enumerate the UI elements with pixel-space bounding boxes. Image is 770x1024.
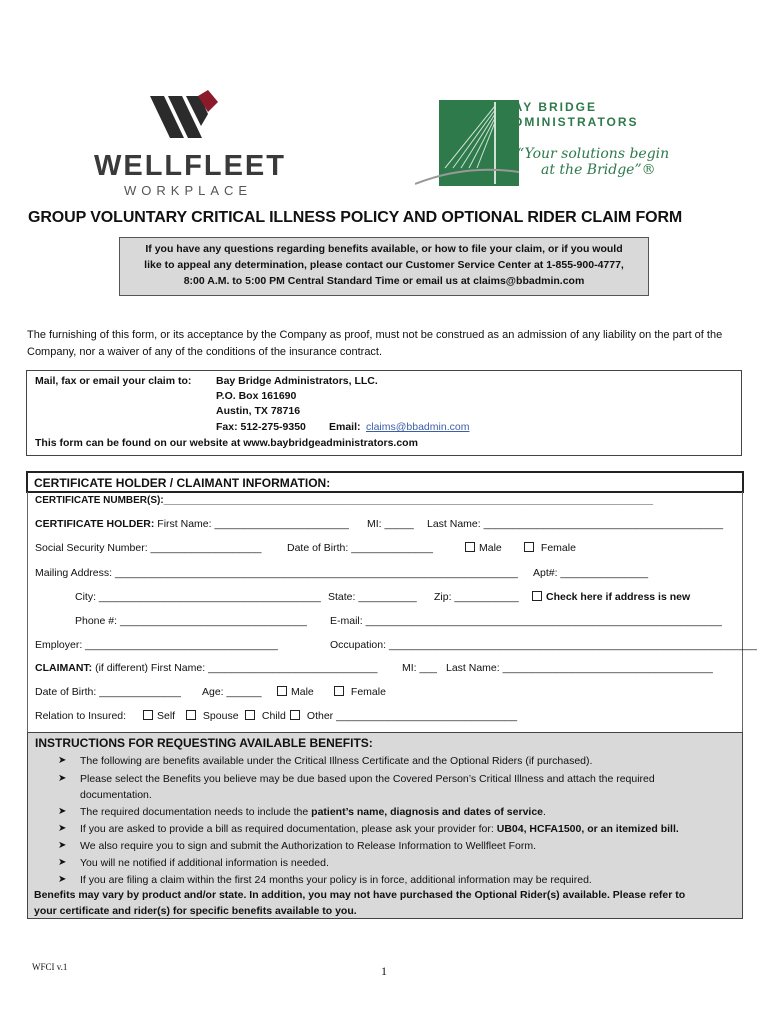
state-field[interactable]: State: __________ [328,591,417,603]
website-note: This form can be found on our website at www.baybridgeadministrators.com [35,437,418,449]
holder-label: CERTIFICATE HOLDER: [35,518,155,530]
baybridge-name-line1: BAY BRIDGE [503,100,598,114]
instruction-text: If you are asked to provide a bill as required documentation, please ask your provider for: [80,823,497,835]
holder-first-name-field[interactable]: First Name: _______________________ [154,518,349,530]
form-version: WFCI v.1 [32,962,68,972]
arrow-bullet-icon: ➤ [58,840,67,851]
arrow-bullet-icon: ➤ [58,755,67,766]
instructions-box [27,732,743,919]
checkbox-icon[interactable] [532,591,542,601]
mail-email-label: Email: [329,421,361,433]
instruction-text: We also require you to sign and submit the Authorization to Release Information to Wellfleet Form. [80,840,537,852]
child-label: Child [261,710,286,722]
holder-last-name-field[interactable]: Last Name: _________________________________________ [427,518,724,530]
mail-fax: Fax: 512-275-9350 [216,421,306,433]
claimant-dob-field[interactable]: Date of Birth: ______________ [35,686,181,698]
zip-field[interactable]: Zip: ___________ [434,591,519,603]
arrow-bullet-icon: ➤ [58,874,67,885]
checkbox-icon[interactable] [143,710,153,720]
holder-male-checkbox[interactable] [465,542,502,554]
mailing-address-field[interactable]: Mailing Address: _____________________________________________________________________ [35,567,518,579]
checkbox-icon[interactable] [334,686,344,696]
instruction-text: The required documentation needs to include the [80,806,312,818]
claimant-male-checkbox[interactable] [277,686,314,698]
relation-child-checkbox[interactable] [245,710,286,722]
mail-address-3: Austin, TX 78716 [216,405,301,417]
relation-self-checkbox[interactable] [143,710,175,722]
arrow-bullet-icon: ➤ [58,857,67,868]
self-label: Self [157,710,176,722]
instruction-text: documentation. [80,789,152,801]
arrow-bullet-icon: ➤ [58,823,67,834]
claimant-section [27,492,757,732]
instruction-text: The following are benefits available under the Critical Illness Certificate and the Optional Riders (if purchased). [80,755,593,767]
contact-line-1: If you have any questions regarding benefits available, or how to file your claim, or if you would [145,243,623,255]
wellfleet-subtitle: WORKPLACE [124,183,253,198]
contact-line-2: like to appeal any determination, please contact our Customer Service Center at 1-855-900-4777, [144,259,624,271]
city-field[interactable]: City: ______________________________________ [75,591,321,603]
phone-field[interactable]: Phone #: ________________________________ [75,615,307,627]
address-new-label: Check here if address is new [546,591,691,603]
holder-mi-field[interactable]: MI: _____ [367,518,414,530]
instruction-text: Please select the Benefits you believe may be due based upon the Covered Person’s Critical Illness and attach the required [80,773,655,785]
instruction-emphasis: UB04, HCFA1500, or an itemized bill. [496,823,679,835]
benefits-note-1: Benefits may vary by product and/or state. In addition, you may not have purchased the Optional Rider(s) available. Please refer to [34,889,686,901]
spouse-label: Spouse [202,710,239,722]
other-field[interactable]: Other _______________________________ [306,710,518,722]
arrow-bullet-icon: ➤ [58,773,67,784]
benefits-note-2: your certificate and rider(s) for specific benefits available to you. [34,905,357,917]
claimant-first-name-field[interactable]: (if different) First Name: _____________________________ [92,662,378,674]
form-title: GROUP VOLUNTARY CRITICAL ILLNESS POLICY AND OPTIONAL RIDER CLAIM FORM [28,209,683,226]
checkbox-icon[interactable] [290,710,300,720]
mail-label: Mail, fax or email your claim to: [35,375,192,387]
employer-field[interactable]: Employer: _________________________________ [35,639,278,651]
contact-info-box [119,237,649,296]
mailing-instructions-box [26,370,742,456]
female-label: Female [350,686,386,698]
occupation-field[interactable]: Occupation: _______________________________________________________________ [330,639,757,651]
instruction-text: . [543,806,546,818]
holder-row [35,518,349,530]
checkbox-icon[interactable] [465,542,475,552]
baybridge-tagline-1: “Your solutions begin [517,146,670,162]
male-label: Male [479,542,502,554]
checkbox-icon[interactable] [245,710,255,720]
instruction-text: If you are filing a claim within the first 24 months your policy is in force, additional information may be required. [80,874,592,886]
certificate-number-field[interactable]: CERTIFICATE NUMBER(S):________________________________________________________________________________________ [35,495,654,506]
instruction-emphasis: patient’s name, diagnosis and dates of service [311,806,544,818]
mail-email-link[interactable]: claims@bbadmin.com [366,421,470,433]
page-number: 1 [381,964,387,978]
baybridge-name-line2: ADMINISTRATORS [503,115,639,129]
claimant-mi-field[interactable]: MI: ___ [402,662,438,674]
male-label: Male [291,686,314,698]
claimant-female-checkbox[interactable] [334,686,386,698]
claimant-section-heading: CERTIFICATE HOLDER / CLAIMANT INFORMATION: [26,471,744,493]
email-field[interactable]: E-mail: _____________________________________________________________ [330,615,722,627]
baybridge-tagline-2: at the Bridge”® [541,162,656,178]
relation-other-checkbox[interactable] [290,710,517,722]
claimant-label: CLAIMANT: [35,662,93,674]
mail-address-2: P.O. Box 161690 [216,390,297,402]
ssn-field[interactable]: Social Security Number: ___________________ [35,542,262,554]
relation-label: Relation to Insured: [35,710,127,722]
checkbox-icon[interactable] [524,542,534,552]
apt-field[interactable]: Apt#: _______________ [533,567,649,579]
checkbox-icon[interactable] [277,686,287,696]
instruction-text: You will ne notified if additional information is needed. [80,857,329,869]
female-label: Female [540,542,576,554]
holder-female-checkbox[interactable] [524,542,576,554]
relation-spouse-checkbox[interactable] [186,710,239,722]
instructions-heading: INSTRUCTIONS FOR REQUESTING AVAILABLE BENEFITS: [35,736,373,750]
checkbox-icon[interactable] [186,710,196,720]
wellfleet-wordmark: WELLFLEET [94,150,286,182]
arrow-bullet-icon: ➤ [58,806,67,817]
claimant-last-name-field[interactable]: Last Name: ____________________________________ [446,662,713,674]
disclaimer-paragraph: The furnishing of this form, or its acceptance by the Company as proof, must not be construed as an admission of any liability on the part of the Company, nor a waiver of any of the conditions of the insurance contract. [27,329,723,358]
baybridge-logo [415,98,685,193]
address-new-checkbox[interactable] [532,591,690,603]
mail-address-1: Bay Bridge Administrators, LLC. [216,375,378,387]
holder-dob-field[interactable]: Date of Birth: ______________ [287,542,433,554]
wellfleet-logo [90,88,286,198]
claimant-row [35,662,377,674]
contact-line-3: 8:00 A.M. to 5:00 PM Central Standard Time or email us at claims@bbadmin.com [183,275,585,287]
wellfleet-mark-icon [150,90,280,150]
claimant-age-field[interactable]: Age: ______ [202,686,262,698]
